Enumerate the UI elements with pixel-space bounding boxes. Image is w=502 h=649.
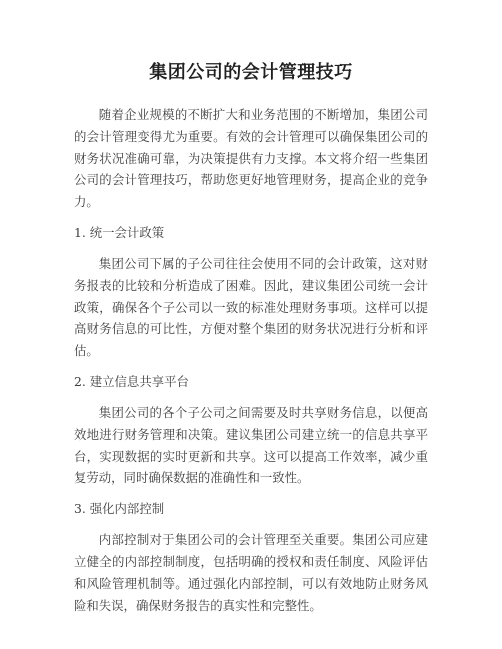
- intro-paragraph: 随着企业规模的不断扩大和业务范围的不断增加，集团公司的会计管理变得尤为重要。有效的会计管理可以确保集团公司的财务状况准确可靠，为决策提供有力支撑。本文将介绍一些集团公司的会计管理技巧，帮助您更好地管理财务，提高企业的竞争力。: [74, 107, 428, 210]
- section-heading: 1. 统一会计政策: [74, 224, 165, 240]
- section-body: 集团公司的各个子公司之间需要及时共享财务信息，以便高效地进行财务管理和决策。建议集团公司建立统一的信息共享平台，实现数据的实时更新和共享。这可以提高工作效率，减少重复劳动，同时确保数据的准确性和一致性。: [74, 404, 428, 486]
- section-body: 集团公司下属的子公司往往会使用不同的会计政策，这对财务报表的比较和分析造成了困难。因此，建议集团公司统一会计政策，确保各个子公司以一致的标准处理财务事项。这样可以提高财务信息的可比性，方便对整个集团的财务状况进行分析和评估。: [74, 255, 428, 359]
- section-body: 内部控制对于集团公司的会计管理至关重要。集团公司应建立健全的内部控制制度，包括明确的授权和责任制度、风险评估和风险管理机制等。通过强化内部控制，可以有效地防止财务风险和失误，确保财务报告的真实性和完整性。: [74, 532, 428, 613]
- section-heading: 3. 强化内部控制: [74, 501, 165, 517]
- document-title: 集团公司的会计管理技巧: [149, 62, 353, 83]
- section-2: [74, 372, 428, 489]
- section-heading: 2. 建立信息共享平台: [74, 373, 189, 389]
- section-3: [74, 499, 428, 616]
- section-1: [74, 223, 428, 362]
